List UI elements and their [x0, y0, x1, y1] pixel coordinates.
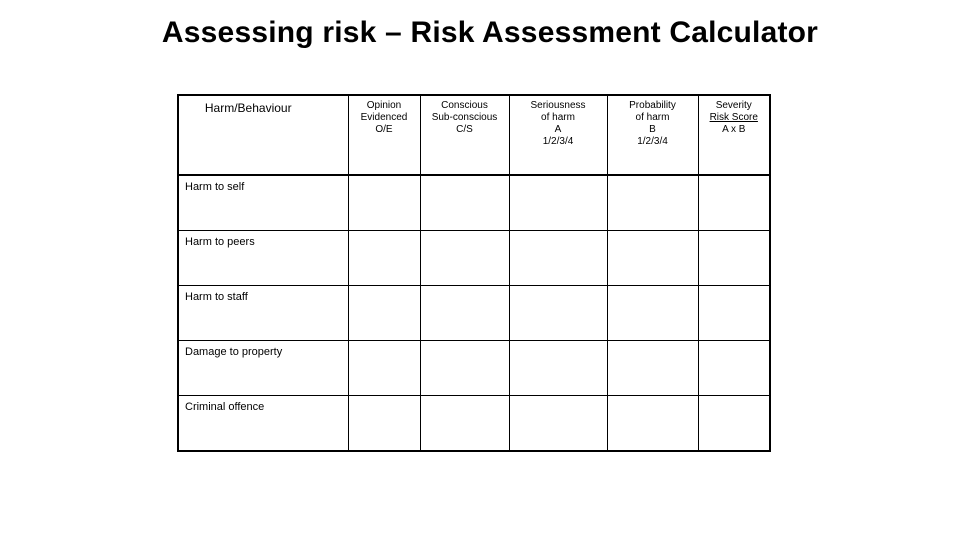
row-label-criminal-offence: Criminal offence — [185, 401, 265, 413]
header-cell-conscious — [420, 95, 509, 175]
cell-probability[interactable] — [607, 175, 698, 231]
cell-severity[interactable] — [698, 286, 770, 341]
header-line: of harm — [541, 112, 575, 123]
row-label-damage-to-property: Damage to property — [185, 346, 283, 358]
header-line: Conscious — [441, 100, 488, 111]
cell-conscious[interactable] — [420, 396, 509, 452]
header-harm-behaviour: Harm/Behaviour — [204, 101, 292, 115]
row-label-cell — [178, 341, 348, 396]
risk-assessment-table — [177, 94, 771, 452]
cell-probability[interactable] — [607, 286, 698, 341]
header-line: Severity — [715, 100, 752, 111]
header-line: Evidenced — [360, 112, 408, 123]
header-line: A x B — [722, 124, 746, 135]
cell-probability[interactable] — [607, 341, 698, 396]
cell-conscious[interactable] — [420, 341, 509, 396]
cell-seriousness[interactable] — [509, 396, 607, 452]
table-row — [178, 286, 770, 341]
row-label-harm-to-self: Harm to self — [185, 181, 245, 193]
header-cell-seriousness — [509, 95, 607, 175]
row-label-harm-to-staff: Harm to staff — [185, 291, 248, 303]
cell-severity[interactable] — [698, 231, 770, 286]
header-line: Sub-conscious — [431, 112, 498, 123]
table-row — [178, 231, 770, 286]
header-line: Opinion — [366, 100, 402, 111]
header-line: Seriousness — [530, 100, 586, 111]
cell-conscious[interactable] — [420, 231, 509, 286]
table-row — [178, 341, 770, 396]
table-header-row — [178, 95, 770, 175]
cell-severity[interactable] — [698, 175, 770, 231]
page-title: Assessing risk – Risk Assessment Calculator — [161, 16, 819, 49]
row-label-harm-to-peers: Harm to peers — [185, 236, 255, 248]
cell-conscious[interactable] — [420, 175, 509, 231]
header-cell-probability — [607, 95, 698, 175]
cell-opinion-evidenced[interactable] — [348, 231, 420, 286]
cell-seriousness[interactable] — [509, 341, 607, 396]
cell-probability[interactable] — [607, 231, 698, 286]
cell-severity[interactable] — [698, 396, 770, 452]
header-cell-harm-behaviour — [178, 95, 348, 175]
header-line: B — [649, 124, 656, 135]
cell-opinion-evidenced[interactable] — [348, 286, 420, 341]
cell-seriousness[interactable] — [509, 286, 607, 341]
header-line-risk-score: Risk Score — [709, 112, 758, 123]
table-row — [178, 175, 770, 231]
header-line: A — [554, 124, 562, 135]
row-label-cell — [178, 231, 348, 286]
cell-severity[interactable] — [698, 341, 770, 396]
cell-seriousness[interactable] — [509, 231, 607, 286]
header-cell-severity — [698, 95, 770, 175]
header-line: Probability — [629, 100, 676, 111]
row-label-cell — [178, 286, 348, 341]
cell-opinion-evidenced[interactable] — [348, 341, 420, 396]
header-line: O/E — [375, 124, 393, 135]
cell-seriousness[interactable] — [509, 175, 607, 231]
header-line: C/S — [456, 124, 473, 135]
header-cell-opinion-evidenced — [348, 95, 420, 175]
table-row — [178, 396, 770, 452]
row-label-cell — [178, 396, 348, 452]
header-line: 1/2/3/4 — [637, 136, 668, 147]
cell-opinion-evidenced[interactable] — [348, 396, 420, 452]
row-label-cell — [178, 175, 348, 231]
cell-conscious[interactable] — [420, 286, 509, 341]
cell-opinion-evidenced[interactable] — [348, 175, 420, 231]
header-line: 1/2/3/4 — [542, 136, 574, 147]
header-line: of harm — [635, 112, 670, 123]
cell-probability[interactable] — [607, 396, 698, 452]
